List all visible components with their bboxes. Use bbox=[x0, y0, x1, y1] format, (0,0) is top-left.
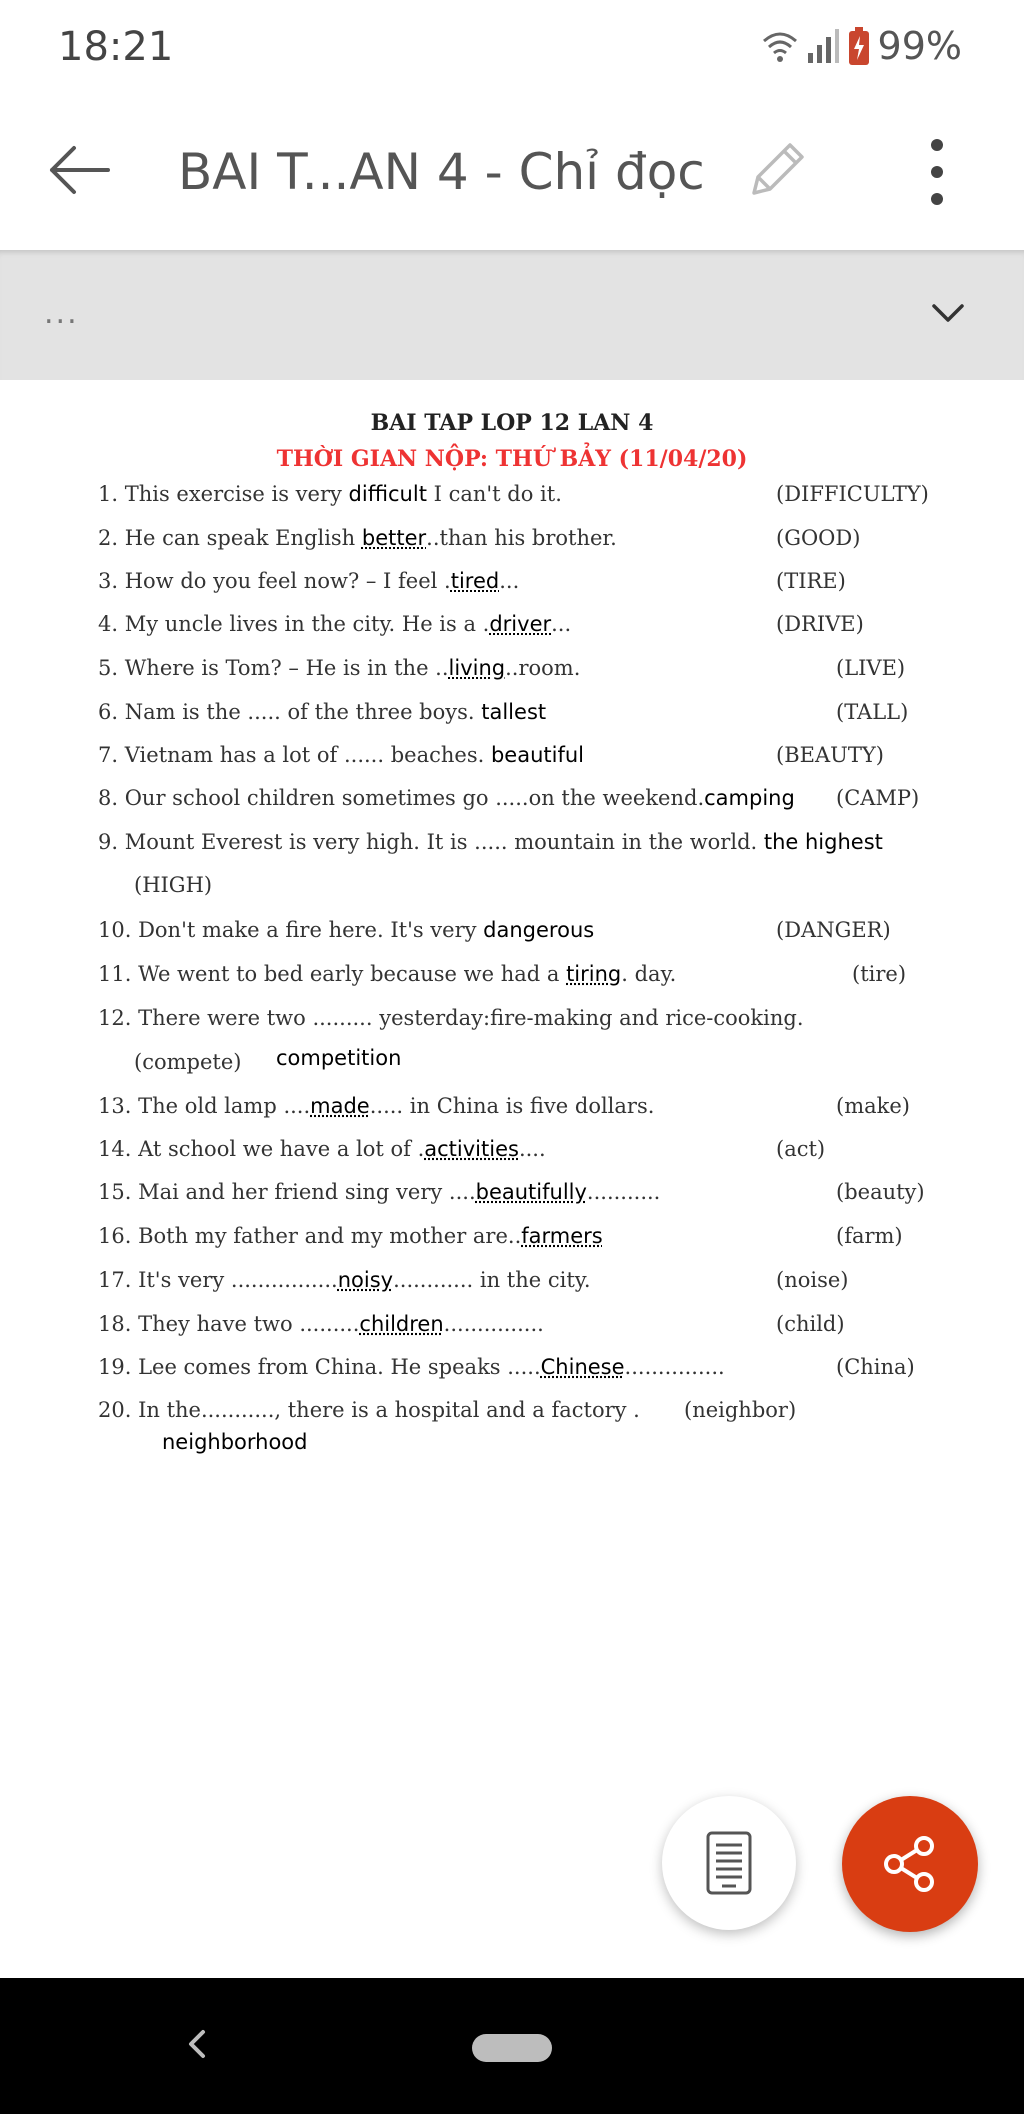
status-time: 18:21 bbox=[58, 24, 174, 70]
answer: competition bbox=[276, 1046, 402, 1070]
exercise-line: 19. Lee comes from China. He speaks .....Chinese............... bbox=[98, 1355, 725, 1379]
share-icon bbox=[878, 1832, 942, 1896]
nav-home-pill[interactable] bbox=[472, 2034, 552, 2062]
exercise-line: 1. This exercise is very difficult I can't do it. bbox=[98, 482, 562, 506]
exercise-line: 4. My uncle lives in the city. He is a .driver... bbox=[98, 612, 572, 636]
hint: (make) bbox=[836, 1094, 910, 1118]
hint: (DIFFICULTY) bbox=[776, 482, 929, 506]
status-bar bbox=[0, 0, 1024, 95]
hint: (farm) bbox=[836, 1224, 903, 1248]
hint: (beauty) bbox=[836, 1180, 925, 1204]
wifi-icon bbox=[762, 29, 798, 63]
hint: (compete) bbox=[134, 1050, 242, 1074]
hint: (GOOD) bbox=[776, 526, 861, 550]
hint: (DRIVE) bbox=[776, 612, 864, 636]
reader-mode-button[interactable] bbox=[662, 1796, 796, 1930]
exercise-line: 7. Vietnam has a lot of ...... beaches. beautiful bbox=[98, 743, 584, 767]
hint: (TALL) bbox=[836, 700, 909, 724]
exercise-line: 14. At school we have a lot of .activities.... bbox=[98, 1137, 546, 1161]
reader-mode-icon bbox=[704, 1831, 754, 1895]
document-page bbox=[0, 380, 1024, 1970]
exercise-line: 8. Our school children sometimes go .....on the weekend.camping bbox=[98, 786, 795, 810]
exercise-line: 3. How do you feel now? – I feel .tired... bbox=[98, 569, 520, 593]
answer: tired bbox=[450, 569, 500, 593]
hint: (TIRE) bbox=[776, 569, 846, 593]
exercise-line: 12. There were two ......... yesterday:fire-making and rice-cooking. bbox=[98, 1006, 804, 1030]
answer: living bbox=[448, 656, 506, 680]
answer: neighborhood bbox=[162, 1430, 308, 1454]
hint: (act) bbox=[776, 1137, 826, 1161]
hint: (LIVE) bbox=[836, 656, 906, 680]
battery-percent: 99% bbox=[877, 24, 962, 68]
share-button[interactable] bbox=[842, 1796, 978, 1932]
answer: farmers bbox=[521, 1224, 603, 1248]
exercise-line: 9. Mount Everest is very high. It is ..... mountain in the world. the highest bbox=[98, 830, 883, 854]
hint: (tire) bbox=[852, 962, 907, 986]
chevron-down-icon[interactable] bbox=[928, 298, 968, 326]
answer: noisy bbox=[337, 1268, 394, 1292]
doc-title: BAI TAP LOP 12 LAN 4 bbox=[370, 410, 654, 436]
exercise-line: 18. They have two .........children............... bbox=[98, 1312, 544, 1336]
hint: (BEAUTY) bbox=[776, 743, 884, 767]
exercise-line: 5. Where is Tom? – He is in the ..living..room. bbox=[98, 656, 581, 680]
exercise-line: 16. Both my father and my mother are..farmers bbox=[98, 1224, 603, 1248]
app-bar bbox=[0, 95, 1024, 250]
exercise-line: 10. Don't make a fire here. It's very dangerous bbox=[98, 918, 595, 942]
status-icons bbox=[762, 24, 962, 68]
answer: children bbox=[359, 1312, 444, 1336]
doc-subtitle: THỜI GIAN NỘP: THỨ BẢY (11/04/20) bbox=[276, 446, 748, 472]
exercise-line: 15. Mai and her friend sing very ....beautifully........... bbox=[98, 1180, 661, 1204]
document-title: BAI T...AN 4 - Chỉ đọc bbox=[178, 143, 705, 201]
answer: better bbox=[361, 526, 427, 550]
answer: the highest bbox=[763, 830, 883, 854]
hint: (noise) bbox=[776, 1268, 849, 1292]
answer: beautiful bbox=[490, 743, 584, 767]
hint: (neighbor) bbox=[684, 1398, 797, 1422]
exercise-line: 6. Nam is the ..... of the three boys. tallest bbox=[98, 700, 547, 724]
system-nav-bar bbox=[0, 1978, 1024, 2114]
exercise-line: 2. He can speak English better..than his brother. bbox=[98, 526, 617, 550]
edit-pencil-icon[interactable] bbox=[740, 135, 812, 207]
answer: beautifully bbox=[475, 1180, 587, 1204]
answer: camping bbox=[704, 786, 795, 810]
more-vert-icon[interactable] bbox=[912, 135, 962, 209]
answer: tiring bbox=[566, 962, 622, 986]
hint: (DANGER) bbox=[776, 918, 891, 942]
answer: difficult bbox=[348, 482, 427, 506]
answer: driver bbox=[489, 612, 552, 636]
exercise-line: 11. We went to bed early because we had a tiring. day. bbox=[98, 962, 677, 986]
answer: made bbox=[310, 1094, 370, 1118]
ribbon-more-dots[interactable]: ... bbox=[44, 296, 79, 331]
answer: activities bbox=[424, 1137, 519, 1161]
hint: (China) bbox=[836, 1355, 915, 1379]
ribbon-bar bbox=[0, 250, 1024, 380]
answer: dangerous bbox=[483, 918, 595, 942]
nav-back-icon[interactable] bbox=[185, 2026, 209, 2062]
signal-icon bbox=[806, 29, 840, 63]
hint: (child) bbox=[776, 1312, 845, 1336]
battery-charging-icon bbox=[848, 27, 870, 65]
hint: (CAMP) bbox=[836, 786, 920, 810]
exercise-line: 17. It's very ................noisy............ in the city. bbox=[98, 1268, 591, 1292]
back-arrow-icon[interactable] bbox=[44, 135, 114, 205]
answer: tallest bbox=[481, 700, 547, 724]
answer: Chinese bbox=[540, 1355, 625, 1379]
exercise-line: 13. The old lamp ....made..... in China is five dollars. bbox=[98, 1094, 655, 1118]
hint: (HIGH) bbox=[134, 873, 213, 897]
exercise-line: 20. In the..........., there is a hospital and a factory . bbox=[98, 1398, 640, 1422]
